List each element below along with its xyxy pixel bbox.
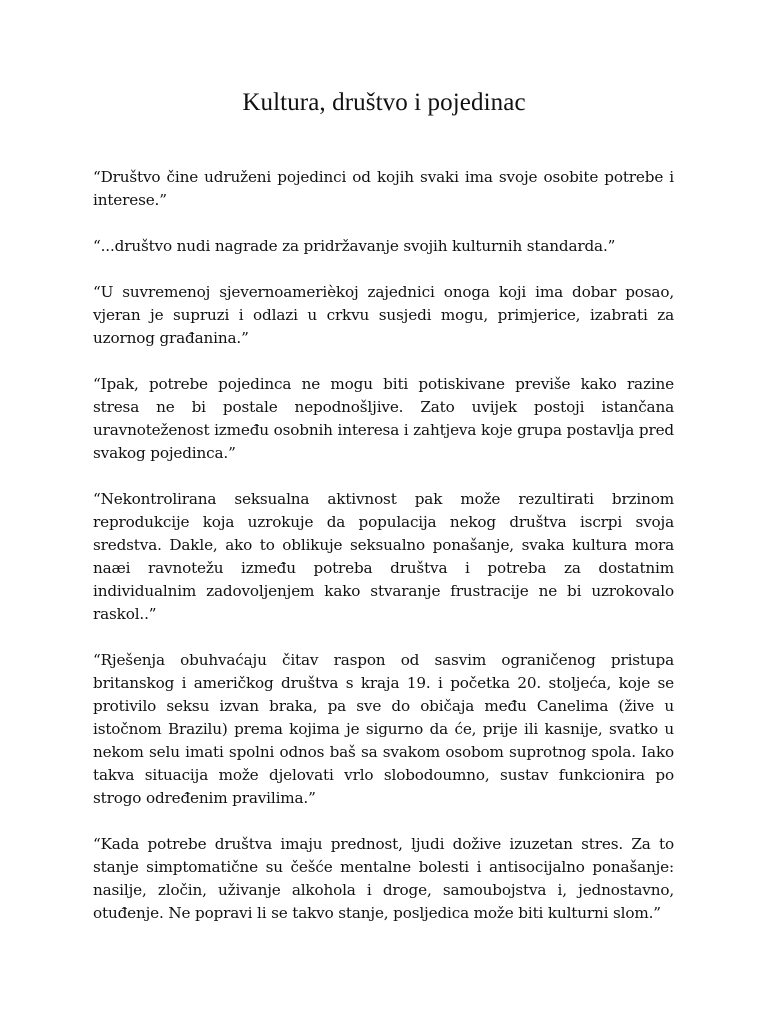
document-body — [93, 166, 674, 948]
document-title: Kultura, društvo i pojedinac — [242, 89, 526, 116]
quote-paragraph-1: “Društvo čine udruženi pojedinci od kojih svaki ima svoje osobite potrebe i interese.” — [93, 168, 674, 209]
quote-paragraph-5: “Nekontrolirana seksualna aktivnost pak može rezultirati brzinom reprodukcije koja uzrokuje da populacija nekog društva iscrpi svoja sredstva. Dakle, ako to oblikuje seksualno ponašanje, svaka kultura mora naæi ravnotežu između potreba društva i potreba za dostatnim individualnim zadovoljenjem kako stvaranje frustracije ne bi uzrokovalo raskol..” — [93, 490, 674, 623]
quote-paragraph-3: “U suvremenoj sjevernoamerièkoj zajednici onoga koji ima dobar posao, vjeran je supruzi i odlazi u crkvu susjedi mogu, primjerice, izabrati za uzornog građanina.” — [93, 283, 674, 347]
quote-paragraph-2: “...društvo nudi nagrade za pridržavanje svojih kulturnih standarda.” — [93, 237, 616, 255]
quote-paragraph-7: “Kada potrebe društva imaju prednost, ljudi dožive izuzetan stres. Za to stanje simptomatične su češće mentalne bolesti i antisocijalno ponašanje: nasilje, zločin, uživanje alkohola i droge, samoubojstva i, jednostavno, otuđenje. Ne popravi li se takvo stanje, posljedica može biti kulturni slom.” — [93, 835, 674, 922]
quote-paragraph-6: “Rješenja obuhvaćaju čitav raspon od sasvim ograničenog pristupa britanskog i američkog društva s kraja 19. i početka 20. stoljeća, koje se protivilo seksu izvan braka, pa sve do običaja među Canelima (žive u istočnom Brazilu) prema kojima je sigurno da će, prije ili kasnije, svatko u nekom selu imati spolni odnos baš sa svakom osobom suprotnog spola. Iako takva situacija može djelovati vrlo slobodoumno, sustav funkcionira po strogo određenim pravilima.” — [93, 651, 674, 807]
quote-paragraph-4: “Ipak, potrebe pojedinca ne mogu biti potiskivane previše kako razine stresa ne bi postale nepodnošljive. Zato uvijek postoji istančana uravnoteženost između osobnih interesa i zahtjeva koje grupa postavlja pred svakog pojedinca.” — [93, 375, 674, 462]
